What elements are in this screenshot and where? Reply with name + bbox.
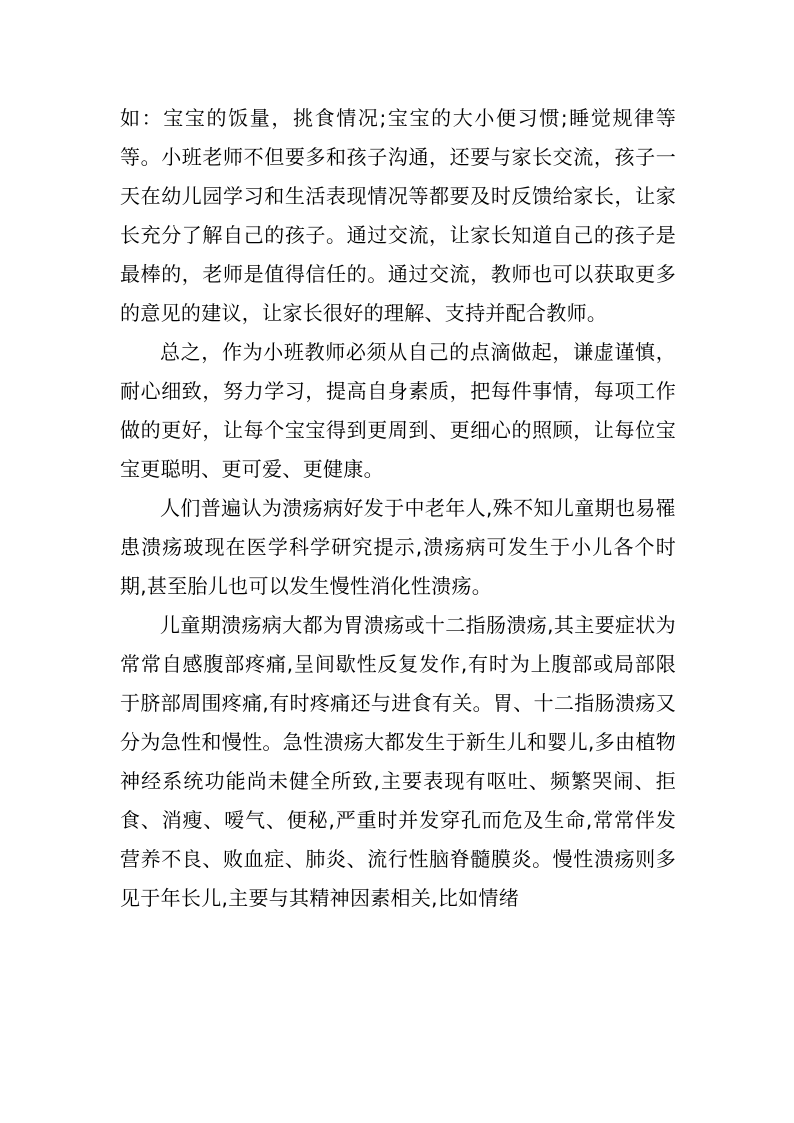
paragraph-2: 总之，作为小班教师必须从自己的点滴做起，谦虚谨慎，耐心细致，努力学习，提高自身素质，把每件事情，每项工作做的更好，让每个宝宝得到更周到、更细心的照顾，让每位宝宝更聪明、更可爱、更健康。 xyxy=(120,340,676,481)
paragraph-4: 儿童期溃疡病大都为胃溃疡或十二指肠溃疡,其主要症状为常常自感腹部疼痛,呈间歇性反复发作,有时为上腹部或局部限于脐部周围疼痛,有时疼痛还与进食有关。胃、十二指肠溃疡又分为急性和慢性。急性溃疡大都发生于新生儿和婴儿,多由植物神经系统功能尚未健全所致,主要表现有呕吐、频繁哭闹、拒食、消瘦、嗳气、便秘,严重时并发穿孔而危及生命,常常伴发营养不良、败血症、肺炎、流行性脑脊髓膜炎。慢性溃疡则多见于年长儿,主要与其精神因素相关,比如情绪 xyxy=(120,613,676,910)
paragraph-1: 如：宝宝的饭量，挑食情况;宝宝的大小便习惯;睡觉规律等等。小班老师不但要多和孩子沟通，还要与家长交流，孩子一天在幼儿园学习和生活表现情况等都要及时反馈给家长，让家长充分了解自己的孩子。通过交流，让家长知道自己的孩子是最棒的，老师是值得信任的。通过交流，教师也可以获取更多的意见的建议，让家长很好的理解、支持并配合教师。 xyxy=(120,106,676,325)
paragraph-3: 人们普遍认为溃疡病好发于中老年人,殊不知儿童期也易罹患溃疡玻现在医学科学研究提示,溃疡病可发生于小儿各个时期,甚至胎儿也可以发生慢性消化性溃疡。 xyxy=(120,496,676,598)
body-text xyxy=(120,99,676,918)
